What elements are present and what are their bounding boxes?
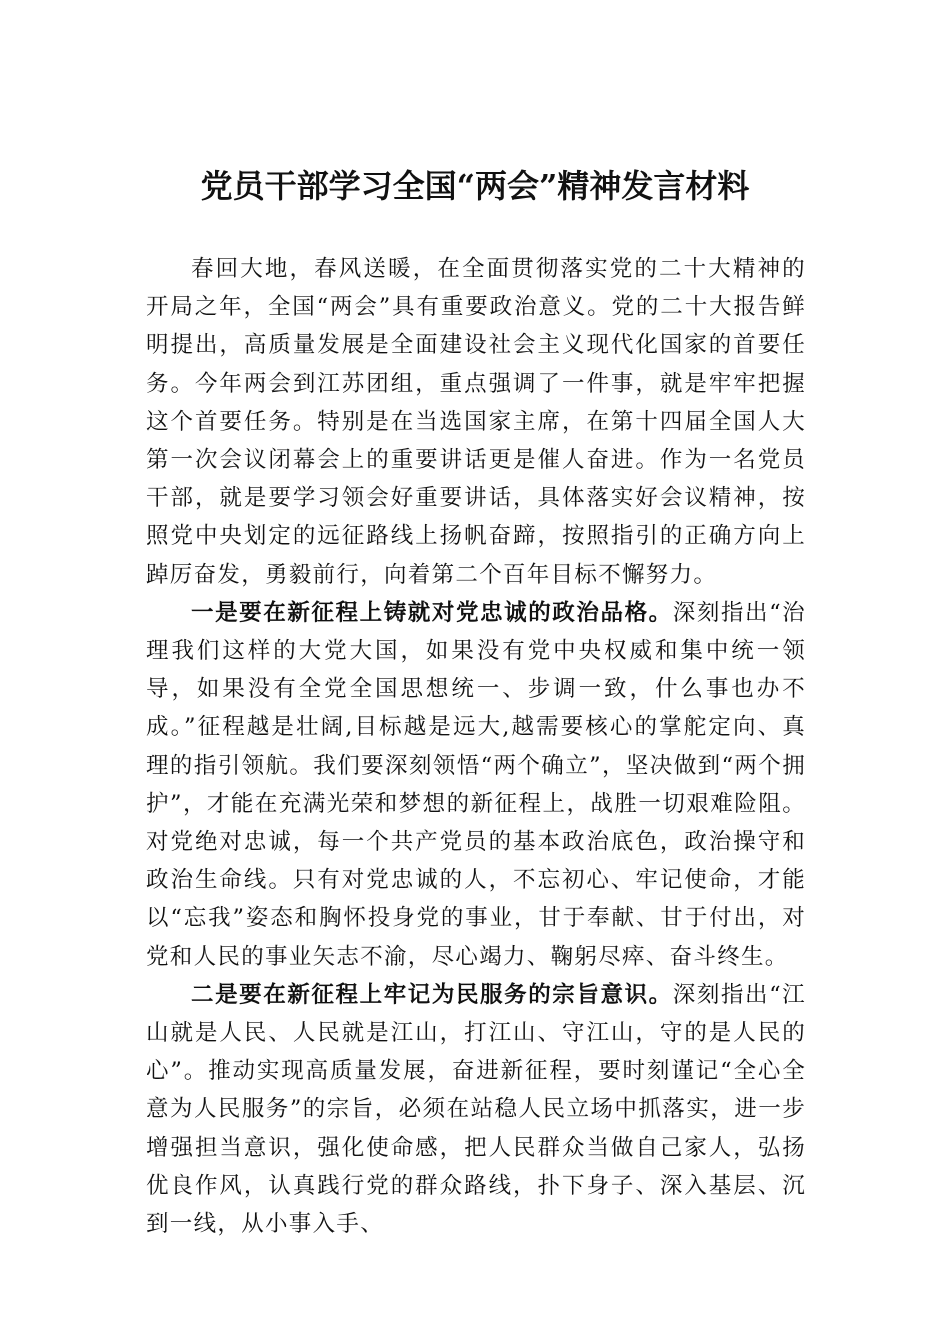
paragraph-text: 春回大地，春风送暖，在全面贯彻落实党的二十大精神的开局之年，全国“两会”具有重要政治意义。党的二十大报告鲜明提出，高质量发展是全面建设社会主义现代化国家的首要任务。今年两会到江苏团组，重点强调了一件事，就是牢牢把握这个首要任务。特别是在当选国家主席，在第十四届全国人大第一次会议闭幕会上的重要讲话更是催人奋进。作为一名党员干部，就是要学习领会好重要讲话，具体落实好会议精神，按照党中央划定的远征路线上扬帆奋蹄，按照指引的正确方向上踔厉奋发，勇毅前行，向着第二个百年目标不懈努力。 — [146, 256, 806, 588]
paragraph-text: 深刻指出“治理我们这样的大党大国，如果没有党中央权威和集中统一领导，如果没有全党全国思想统一、步调一致，什么事也办不成。”征程越是壮阔,目标越是远大,越需要核心的掌舵定向、真理的指引领航。我们要深刻领悟“两个确立”，坚决做到“两个拥护”，才能在充满光荣和梦想的新征程上，战胜一切艰难险阻。对党绝对忠诚，每一个共产党员的基本政治底色，政治操守和政治生命线。只有对党忠诚的人，不忘初心、牢记使命，才能以“忘我”姿态和胸怀投身党的事业，甘于奉献、甘于付出，对党和人民的事业矢志不渝，尽心竭力、鞠躬尽瘁、奋斗终生。 — [146, 599, 806, 970]
paragraph-point-two — [146, 976, 806, 1243]
paragraph-intro — [146, 250, 806, 594]
paragraph-lead: 二是要在新征程上牢记为民服务的宗旨意识。 — [191, 981, 673, 1008]
paragraph-point-one — [146, 594, 806, 976]
paragraph-text: 深刻指出“江山就是人民、人民就是江山，打江山、守江山，守的是人民的心”。推动实现高质量发展，奋进新征程，要时刻谨记“全心全意为人民服务”的宗旨，必须在站稳人民立场中抓落实，进一步增强担当意识，强化使命感，把人民群众当做自己家人，弘扬优良作风，认真践行党的群众路线，扑下身子、深入基层、沉到一线，从小事入手、 — [146, 981, 806, 1238]
paragraph-lead: 一是要在新征程上铸就对党忠诚的政治品格。 — [191, 599, 673, 626]
document-title: 党员干部学习全国“两会”精神发言材料 — [200, 167, 750, 205]
document-body — [146, 250, 806, 1243]
